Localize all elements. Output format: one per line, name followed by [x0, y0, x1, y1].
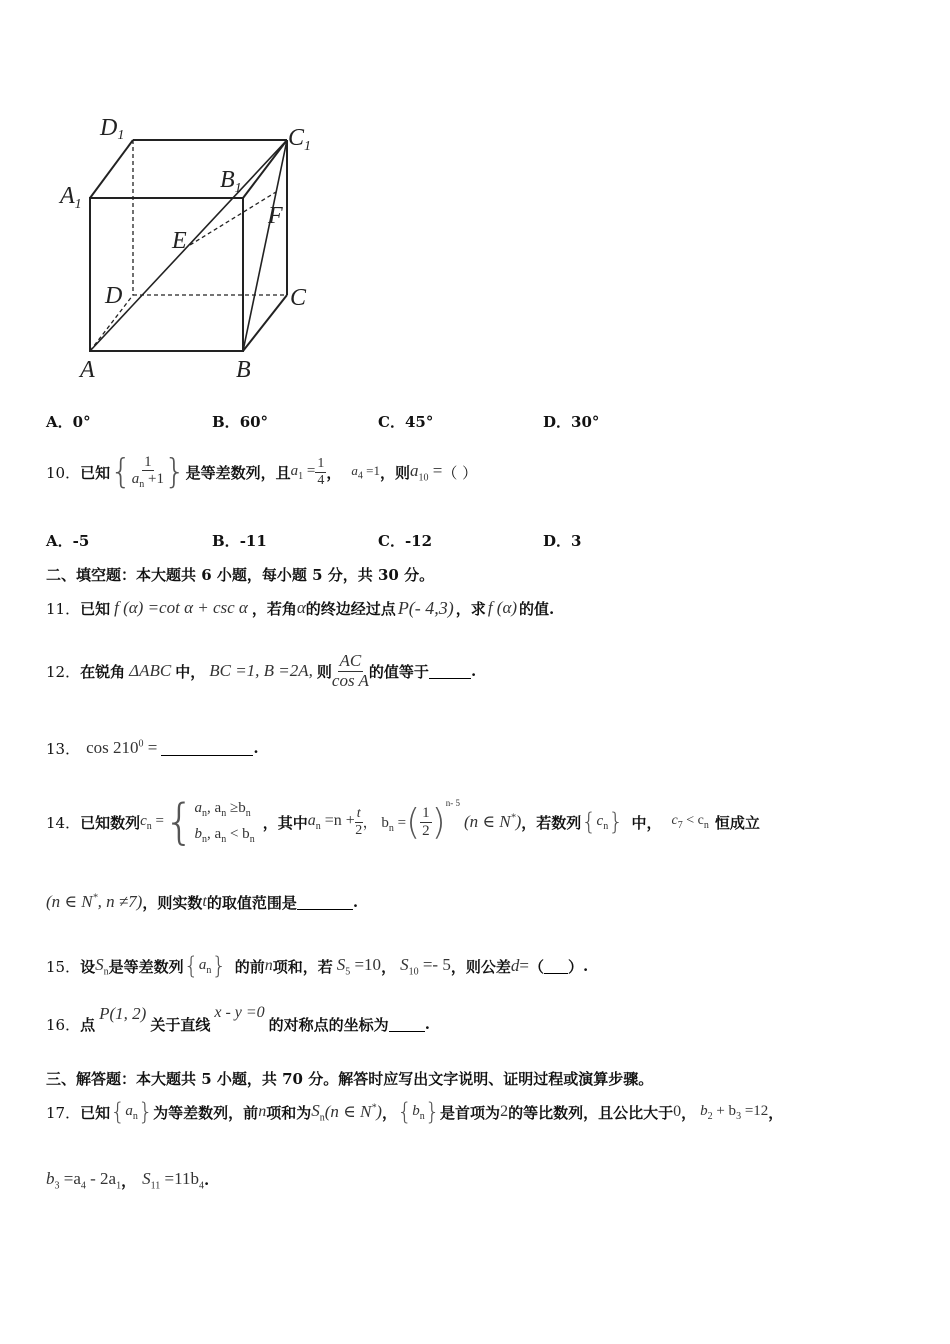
- section-2-heading: 二、填空题：本大题共 6 小题，每小题 5 分，共 30 分。: [46, 566, 435, 584]
- question-12: 12． 在锐角 ΔABC 中， BC =1, B =2A, 则 $\frac{AC}{\text{cos A}}$ 的值等于 .: [46, 650, 477, 690]
- q9-option-a: A．0°: [46, 413, 91, 431]
- question-11: 11． 已知 f (α) =cot α + csc α ，若角 α 的终边经过点 P(- 4,3) ，求 f (α) 的值.: [46, 597, 555, 618]
- q12-answer-blank[interactable]: [429, 664, 471, 679]
- cube-figure: [50, 105, 340, 390]
- label-a: A: [80, 357, 95, 383]
- q16-answer-blank[interactable]: [389, 1017, 425, 1032]
- question-14-line-2: (n ∈ N*, n ≠7) ，则实数 t 的取值范围是 .: [46, 892, 359, 912]
- q9-option-c: C．45°: [378, 413, 434, 431]
- question-16: 16． 点 P(1, 2) 关于直线 x - y =0 的对称点的坐标为 .: [46, 1004, 430, 1034]
- q10-option-a: A．-5: [46, 532, 90, 550]
- question-15: 15． 设 $S_n$ 是等差数列 { $a_n$ } 的前 n 项和，若 $S_5 =10$ ， $S_{10} =- 5$ ，则公差 d = （ ） .: [46, 952, 589, 980]
- question-10: 10． 已知 { $\frac{1}{a_n +1}$ } 是等差数列，且 $a_1$ = $\frac{1}{4}$ ， $a_4 =1$ ，则 $a_{10}$ = （ ）: [46, 452, 478, 492]
- section-3-heading: 三、解答题：本大题共 5 小题，共 70 分。解答时应写出文字说明、证明过程或演算步骤。: [46, 1070, 654, 1088]
- q9-option-d: D．30°: [543, 413, 600, 431]
- label-a1: $A_1$: [60, 183, 82, 212]
- question-17: 17． 已知 { $a_n$ } 为等差数列，前 n 项和为 $S_n$ (n ∈ N*) ， { $b_n$ } 是首项为 2 的等比数列，且公比大于 0 ， $b_2 + b_3 =12$ ，: [46, 1098, 784, 1126]
- q15-answer-blank[interactable]: [544, 959, 568, 974]
- hidden-line-ef: [190, 192, 276, 245]
- q14-answer-blank[interactable]: [297, 895, 353, 910]
- q9-option-b: B．60°: [212, 413, 269, 431]
- q13-answer-blank[interactable]: [161, 741, 253, 756]
- question-13: 13． $\cos 210^0$ = .: [46, 738, 259, 758]
- q10-option-d: D．3: [543, 532, 582, 550]
- label-b1: $B_1$: [220, 167, 242, 196]
- label-d: D: [105, 283, 123, 309]
- label-e: E: [172, 228, 187, 254]
- line-bc1: [243, 140, 287, 351]
- label-c1: $C_1$: [288, 125, 312, 154]
- label-b: B: [236, 357, 251, 383]
- edge-a1d1: [90, 140, 133, 198]
- q10-option-c: C．-12: [378, 532, 433, 550]
- question-14: 14． 已知数列 $c_n$ = { $a_n$, $a_n \ge b_n$ $b_n$, $a_n < b_n$ ，其中 $a_n =n$ + $\frac{t}{2}$ ， $b_n$ = ( $\frac{1}{2}$ ) n- 5 (n ∈ N*) ，若数列 { $c_n$ } 中， $c_7 < c_n$ 恒成立: [46, 794, 760, 850]
- cube-front-face: [90, 198, 243, 351]
- line-ac1: [90, 140, 287, 351]
- question-17-line-2: $b_3 =a_4 - 2a_1$ ， $S_{11} =11b_4$ .: [46, 1168, 210, 1192]
- label-d1: D1: [100, 115, 125, 143]
- label-c: C: [290, 285, 307, 311]
- label-f: F: [268, 203, 283, 229]
- q10-option-b: B．-11: [212, 532, 267, 550]
